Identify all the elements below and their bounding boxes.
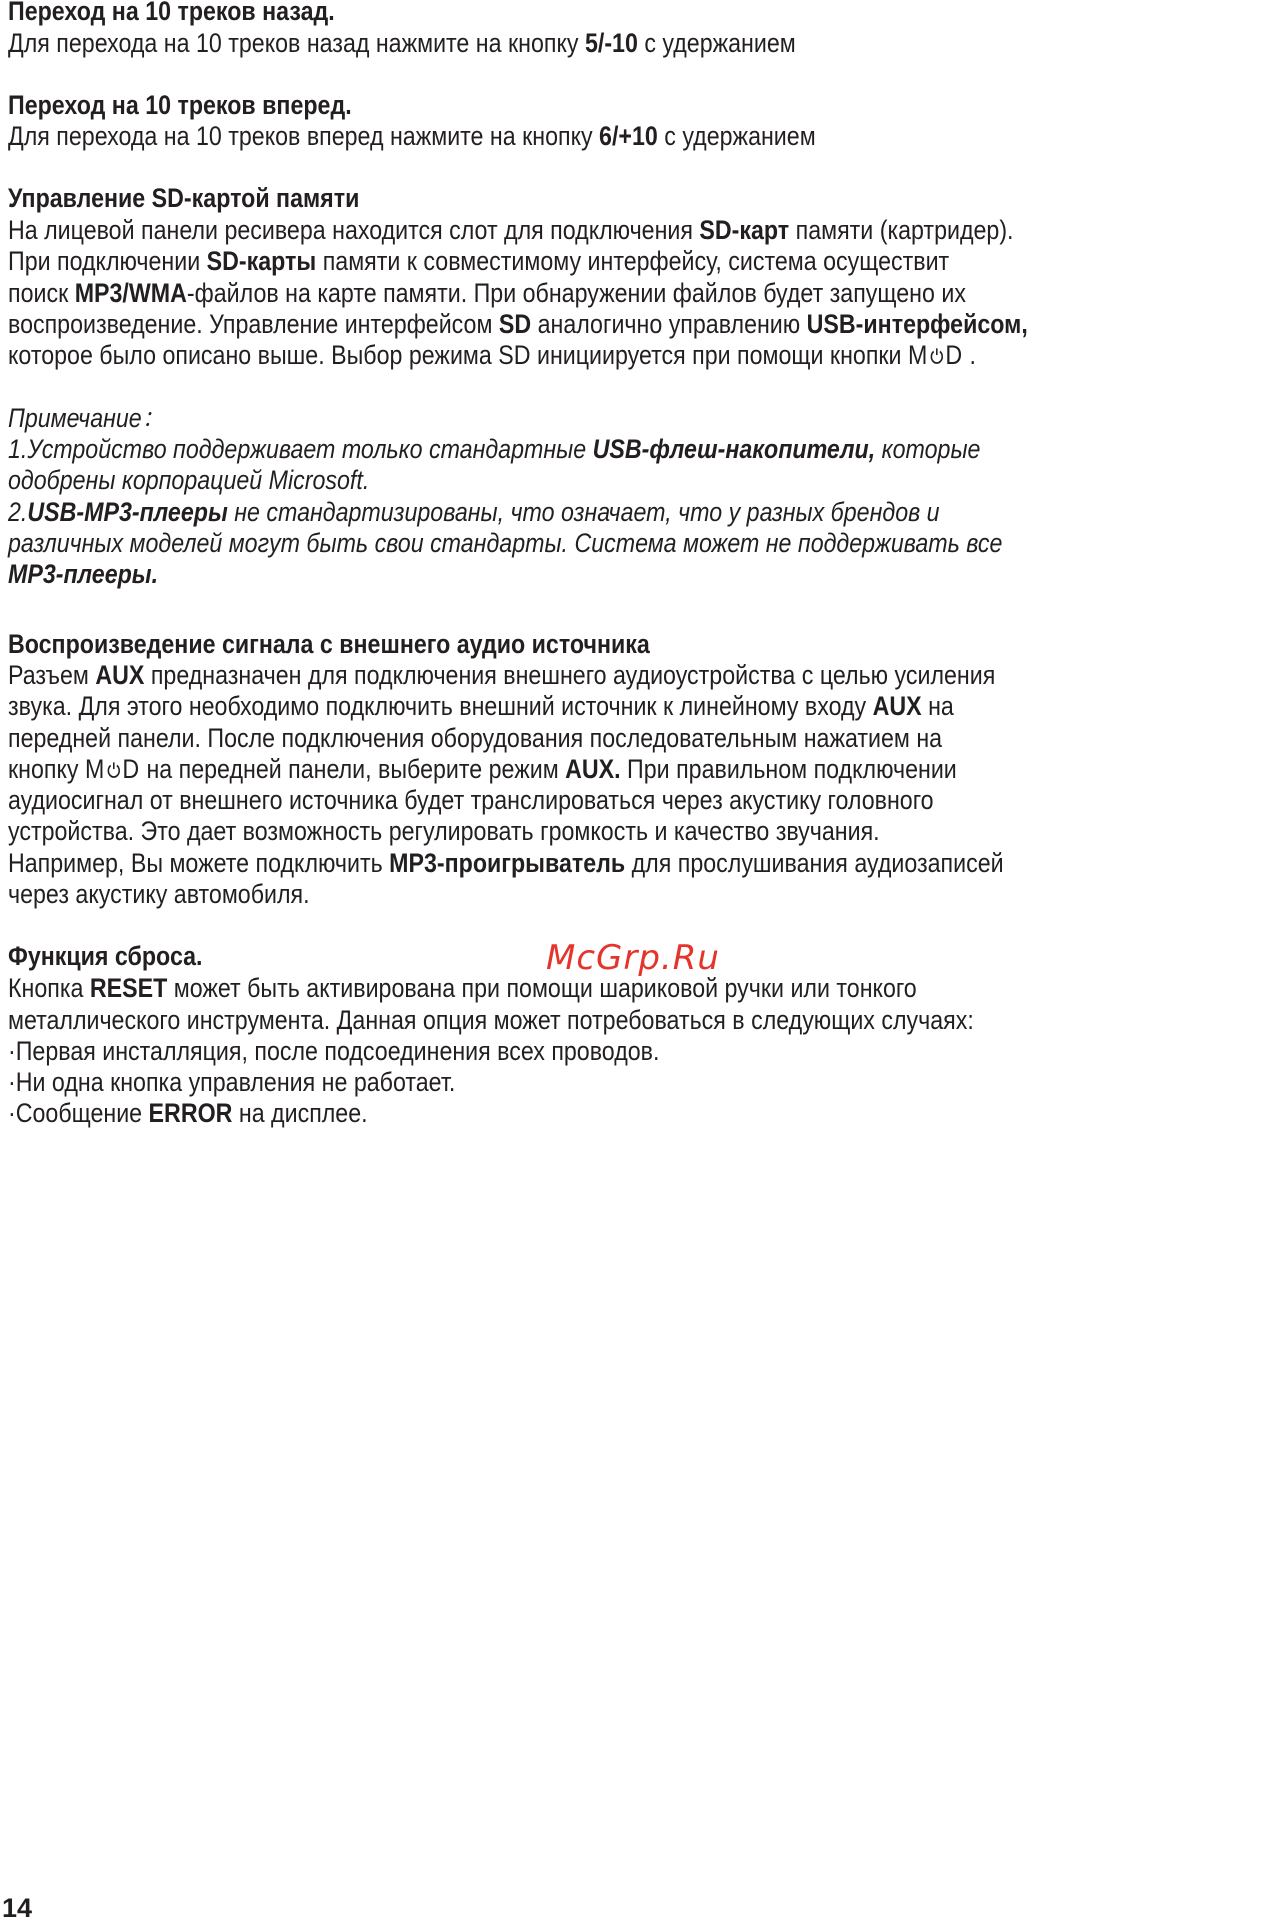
power-icon — [929, 347, 944, 365]
heading-sd-card: Управление SD-картой памяти — [8, 183, 360, 213]
paragraph-line: Для перехода на 10 треков назад нажмите на кнопку 5/-10 с удержанием — [8, 28, 796, 58]
paragraph-line: передней панели. После подключения оборудования последовательным нажатием на — [8, 723, 943, 753]
heading-back-10: Переход на 10 треков назад. — [8, 0, 335, 26]
paragraph-line: воспроизведение. Управление интерфейсом SD аналогично управлению USB-интерфейсом, — [8, 309, 1028, 339]
note-line: одобрены корпорацией Microsoft. — [8, 465, 370, 495]
paragraph-line: устройства. Это дает возможность регулировать громкость и качество звучания. — [8, 816, 880, 846]
paragraph-line: При подключении SD-карты памяти к совместимому интерфейсу, система осуществит — [8, 246, 950, 276]
power-icon — [106, 761, 121, 779]
paragraph-line: металлического инструмента. Данная опция может потребоваться в следующих случаях: — [8, 1005, 974, 1035]
paragraph-line: На лицевой панели ресивера находится слот для подключения SD-карт памяти (картридер). — [8, 215, 1014, 245]
paragraph-line: Например, Вы можете подключить MP3-проигрыватель для прослушивания аудиозаписей — [8, 848, 1004, 878]
paragraph-line: звука. Для этого необходимо подключить внешний источник к линейному входу AUX на — [8, 691, 954, 721]
page-number: 14 — [2, 1893, 33, 1923]
mode-button-symbol: M D — [84, 754, 140, 784]
note-line: MP3-плееры. — [8, 559, 159, 589]
list-item: ·Первая инсталляция, после подсоединения всех проводов. — [8, 1036, 660, 1066]
paragraph-line: Для перехода на 10 треков вперед нажмите на кнопку 6/+10 с удержанием — [8, 121, 816, 151]
watermark: McGrp.Ru — [546, 938, 720, 978]
paragraph-line: которое было описано выше. Выбор режима SD инициируется при помощи кнопки M D . — [8, 340, 976, 370]
paragraph-line: аудиосигнал от внешнего источника будет транслироваться через акустику головного — [8, 785, 934, 815]
note-line: 2.USB-MP3-плееры не стандартизированы, что означает, что у разных брендов и — [8, 497, 940, 527]
paragraph-line: Разъем AUX предназначен для подключения внешнего аудиоустройства с целью усиления — [8, 660, 996, 690]
paragraph-line: кнопку M D на передней панели, выберите режим AUX. При правильном подключении — [8, 754, 957, 784]
list-item: ·Ни одна кнопка управления не работает. — [8, 1067, 456, 1097]
note-line: различных моделей могут быть свои стандарты. Система может не поддерживать все — [8, 528, 1003, 558]
heading-reset: Функция сброса. — [8, 941, 203, 971]
note-line: 1.Устройство поддерживает только стандартные USB-флеш-накопители, которые — [8, 434, 981, 464]
paragraph-line: поиск MP3/WMA-файлов на карте памяти. При обнаружении файлов будет запущено их — [8, 278, 966, 308]
heading-aux: Воспроизведение сигнала с внешнего аудио источника — [8, 629, 650, 659]
mode-button-symbol: M D — [907, 340, 964, 370]
paragraph-line: Кнопка RESET может быть активирована при помощи шариковой ручки или тонкого — [8, 973, 917, 1003]
note-label: Примечание： — [8, 403, 165, 433]
list-item: ·Сообщение ERROR на дисплее. — [8, 1098, 368, 1128]
heading-forward-10: Переход на 10 треков вперед. — [8, 90, 352, 120]
paragraph-line: через акустику автомобиля. — [8, 879, 310, 909]
